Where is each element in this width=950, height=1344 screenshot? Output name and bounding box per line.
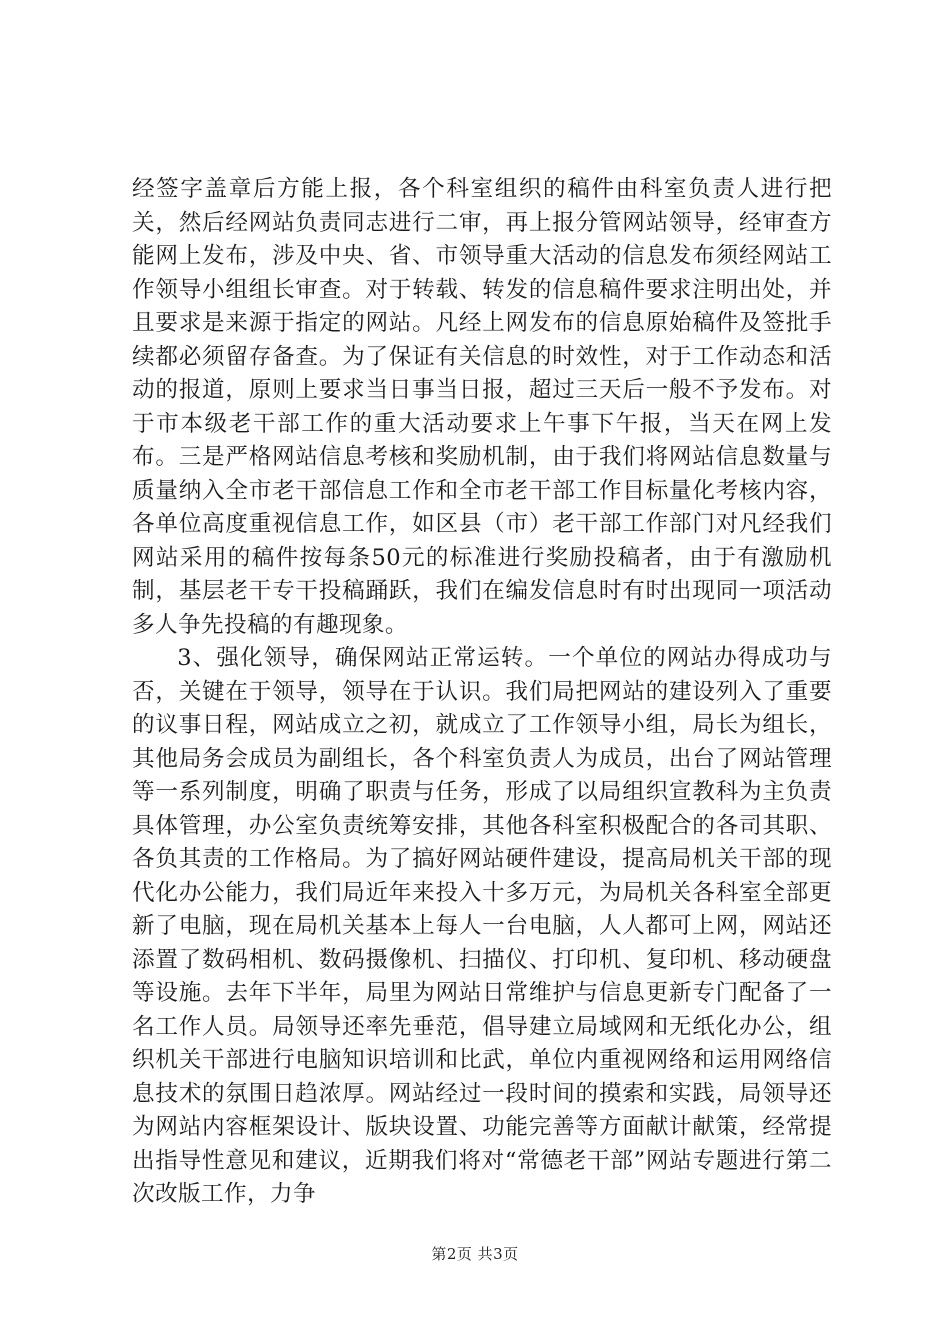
page-footer — [0, 1243, 950, 1264]
document-body — [132, 173, 832, 1212]
page-number: 第2页 共3页 — [431, 1245, 519, 1263]
paragraph-continued: 经签字盖章后方能上报，各个科室组织的稿件由科室负责人进行把关，然后经网站负责同志进行二审，再上报分管网站领导，经审查方能网上发布，涉及中央、省、市领导重大活动的信息发布须经网站工作领导小组组长审查。对于转载、转发的信息稿件要求注明出处，并且要求是来源于指定的网站。凡经上网发布的信息原始稿件及签批手续都必须留存备查。为了保证有关信息的时效性，对于工作动态和活动的报道，原则上要求当日事当日报，超过三天后一般不予发布。对于市本级老干部工作的重大活动要求上午事下午报，当天在网上发布。三是严格网站信息考核和奖励机制，由于我们将网站信息数量与质量纳入全市老干部信息工作和全市老干部工作目标量化考核内容，各单位高度重视信息工作，如区县（市）老干部工作部门对凡经我们网站采用的稿件按每条50元的标准进行奖励投稿者，由于有激励机制，基层老干专干投稿踊跃，我们在编发信息时有时出现同一项活动多人争先投稿的有趣现象。 — [132, 176, 832, 638]
paragraph-section-3: 3、强化领导，确保网站正常运转。一个单位的网站办得成功与否，关键在于领导，领导在于认识。我们局把网站的建设列入了重要的议事日程，网站成立之初，就成立了工作领导小组，局长为组长，其他局务会成员为副组长，各个科室负责人为成员，出台了网站管理等一系列制度，明确了职责与任务，形成了以局组织宣教科为主负责具体管理，办公室负责统筹安排，其他各科室积极配合的各司其职、各负其责的工作格局。为了搞好网站硬件建设，提高局机关干部的现代化办公能力，我们局近年来投入十多万元，为局机关各科室全部更新了电脑，现在局机关基本上每人一台电脑，人人都可上网，网站还添置了数码相机、数码摄像机、扫描仪、打印机、复印机、移动硬盘等设施。去年下半年，局里为网站日常维护与信息更新专门配备了一名工作人员。局领导还率先垂范，倡导建立局域网和无纸化办公，组织机关干部进行电脑知识培训和比武，单位内重视网络和运用网络信息技术的氛围日趋浓厚。网站经过一段时间的摸索和实践，局领导还为网站内容框架设计、版块设置、功能完善等方面献计献策，经常提出指导性意见和建议，近期我们将对“常德老干部”网站专题进行第二次改版工作，力争 — [132, 645, 832, 1207]
